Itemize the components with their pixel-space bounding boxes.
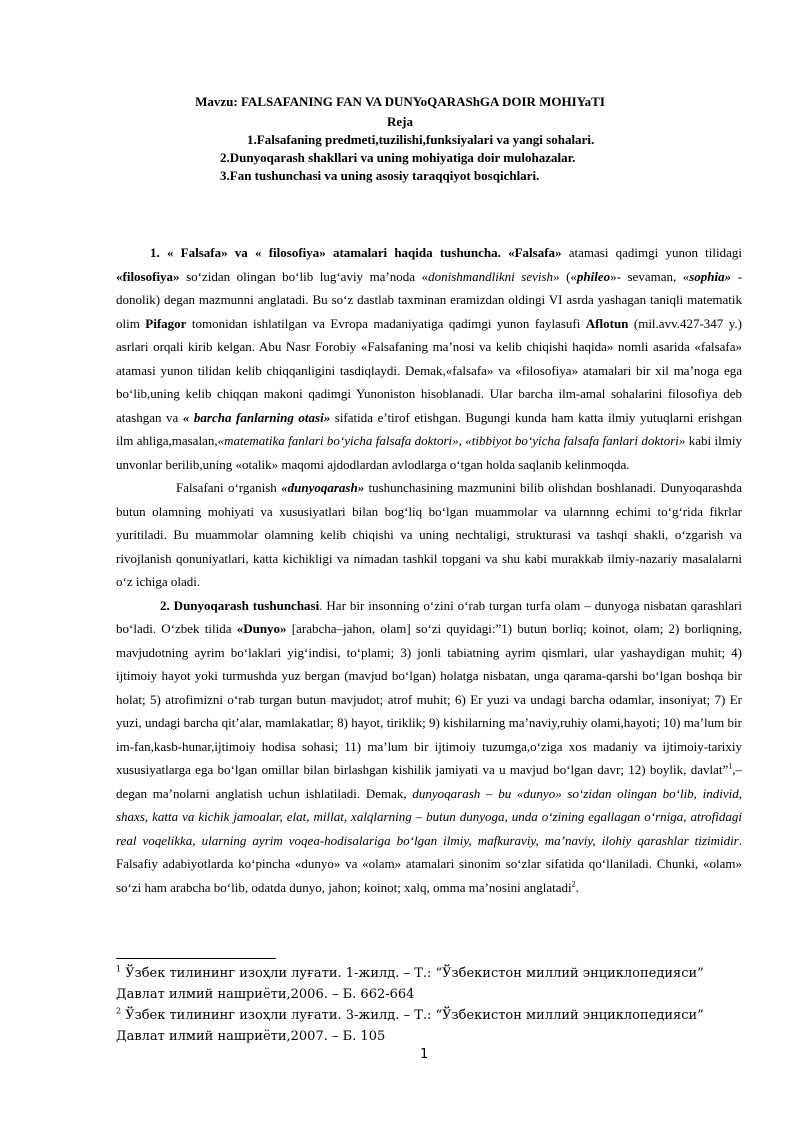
plan-heading: Reja [387, 114, 413, 129]
paragraph-3: 2. Dunyoqarash tushunchasi. Har bir insonning o‘zini o‘rab turgan turfa olam – dunyoga nisbatan qarashlari bo‘ladi. O‘zbek tilida «Dunyo» [arabcha–jahon, olam] so‘zi quyidagi:”1) butun borliq; koinot, olam; 2) borliqning, mavjudotning ayrim bo‘laklari yig‘indisi, to‘plami; 3) jonli tabiatning ayrim qismlari, ular yashaydigan muhit; 4) ijtimoiy hayot yoki turmushda yuz bergan (mavjud bo‘lgan) holatga nisbatan, unga qarama-qarshi bo‘lgan boshqa bir holat; 5) atrofimizni o‘rab turgan butun mavjudot; atrof muhit; 6) Er yuzi va undagi barcha odamlar, insoniyat; 7) Er yuzi, undagi barcha qit’alar, mamlakatlar; 8) hayot, tiriklik; 9) kishilarning ma’naviy,ruhiy olami,hayoti; 10) ma’lum bir im-fan,kasb-hunar,ijtimoiy hodisa sohasi; 11) ma’lum bir ijtimoiy tuzumga,o‘ziga xos madaniy va ijtimoiy-tarixiy xususiyatlarga ega bo‘lgan omillar bilan birlashgan kishilik jamiyati va u mavjud bo‘lgan davr; 12) boylik, davlat”$^1$,– degan ma’nolarni anglatish uchun ishlatiladi. Demak, dunyoqarash – bu «dunyo» so‘zidan olingan bo‘lib, individ, shaxs, katta va kichik jamoalar, elat, millat, xalqlarning – butun dunyoga, unda o‘zining egallagan o‘rniga, atrofidagi real voqelikka, ularning ayrim voqea-hodisalariga bo‘lgan ilmiy, mafkuraviy, ma’naviy, ilohiy qarashlar tizimidir. Falsafiy adabiyotlarda ko‘pincha «dunyo» va «olam» atamalari sinonim so‘zlar sifatida qo‘llaniladi. Chunki, «olam» so‘zi ham arabcha bo‘lib, odatda dunyo, jahon; koinot; xalq, omma ma’nosini anglatadi$^2$. [116, 597, 742, 895]
footnote-ref-2[interactable]: 2 [571, 879, 576, 889]
paragraph-1: 1. « Falsafa» va « filosofiya» atamalari haqida tushuncha. «Falsafa» atamasi qadimgi yunon tilidagi «filosofiya» so‘zidan olingan bo‘lib lug‘aviy ma’noda «donishmandlikni sevish» («phileo»- sevaman, «sophia» - donolik) degan mazmunni anglatadi. Bu so‘z dastlab taxminan eramizdan oldingi VI asrda yashagan taniqli matematik olim Pifagor tomonidan ishlatilgan va Evropa madaniyatiga qadimgi yunon faylasufi Aflotun (mil.avv.427-347 y.) asrlari orqali kirib kelgan. Abu Nasr Forobiy «Falsafaning ma’nosi va kelib chiqishi haqida» nomli asarida «falsafa» atamasi yunon tilidan kelib chiqqanligini tasdiqlaydi. Demak,«falsafa» va «filosofiya» atamalari bir xil ma’noga ega bo‘lib,uning kelib chiqqan makoni qadimgi Yunoniston hisoblanadi. Ular barcha ilm-amal sohalarini filosofiya deb atashgan va « barcha fanlarning otasi» sifatida e’tirof etishgan. Bugungi kunda ham katta ilmiy yutuqlarni erishgan ilm ahliga,masalan,«matematika fanlari bo‘yicha falsafa doktori», «tibbiyot bo‘yicha falsafa fanlari doktori» kabi ilmiy unvonlar berilib,uning «otalik» maqomi ajdodlardan avlodlarga o‘tgan holda saqlanib kelinmoqda. [116, 245, 743, 472]
document-body [116, 241, 742, 899]
footnote-divider [116, 958, 276, 959]
document-title: Mavzu: FALSAFANING FAN VA DUNYoQARAShGA DOIR MOHIYaTI [195, 94, 605, 109]
plan-item-1: 1.Falsafaning predmeti,tuzilishi,funksiyalari va yangi sohalari. [247, 132, 595, 147]
footnote-1: $^1$ Ўзбек тилининг изоҳли луғати. 1-жилд. – Т.: “Ўзбекистон миллий энциклопедияси” Давлат илмий нашриёти,2006. – Б. 662-664 [116, 964, 704, 1002]
footnote-2: $^2$ Ўзбек тилининг изоҳли луғати. 3-жилд. – Т.: “Ўзбекистон миллий энциклопедияси” Давлат илмий нашриёти,2007. – Б. 105 [116, 1006, 704, 1044]
plan-item-2: 2.Dunyoqarash shakllari va uning mohiyatiga doir mulohazalar. [220, 150, 576, 165]
page-number: 1 [420, 1047, 429, 1062]
paragraph-2: Falsafani o‘rganish «dunyoqarash» tushunchasining mazmunini bilib olishdan boshlanadi. Dunyoqarashda butun olamning mohiyati va xususiyatlari bilan bog‘liq bo‘lgan muammolar va ularnnng echimi to‘g‘rida fikrlar yuritiladi. Bu muammolar olamning kelib chiqishi va uning nechtaligi, strukturasi va tashqi shakli, o‘zgarish va rivojlanish qonuniyatlari, katta kichikligi va nimadan tashkil topgani va shu kabi murakkab ilmiy-nazariy masalalarni o‘z ichiga oladi. [116, 480, 742, 589]
plan-item-3: 3.Fan tushunchasi va uning asosiy taraqqiyot bosqichlari. [220, 168, 540, 183]
footnote-ref-1[interactable]: 1 [728, 761, 733, 771]
